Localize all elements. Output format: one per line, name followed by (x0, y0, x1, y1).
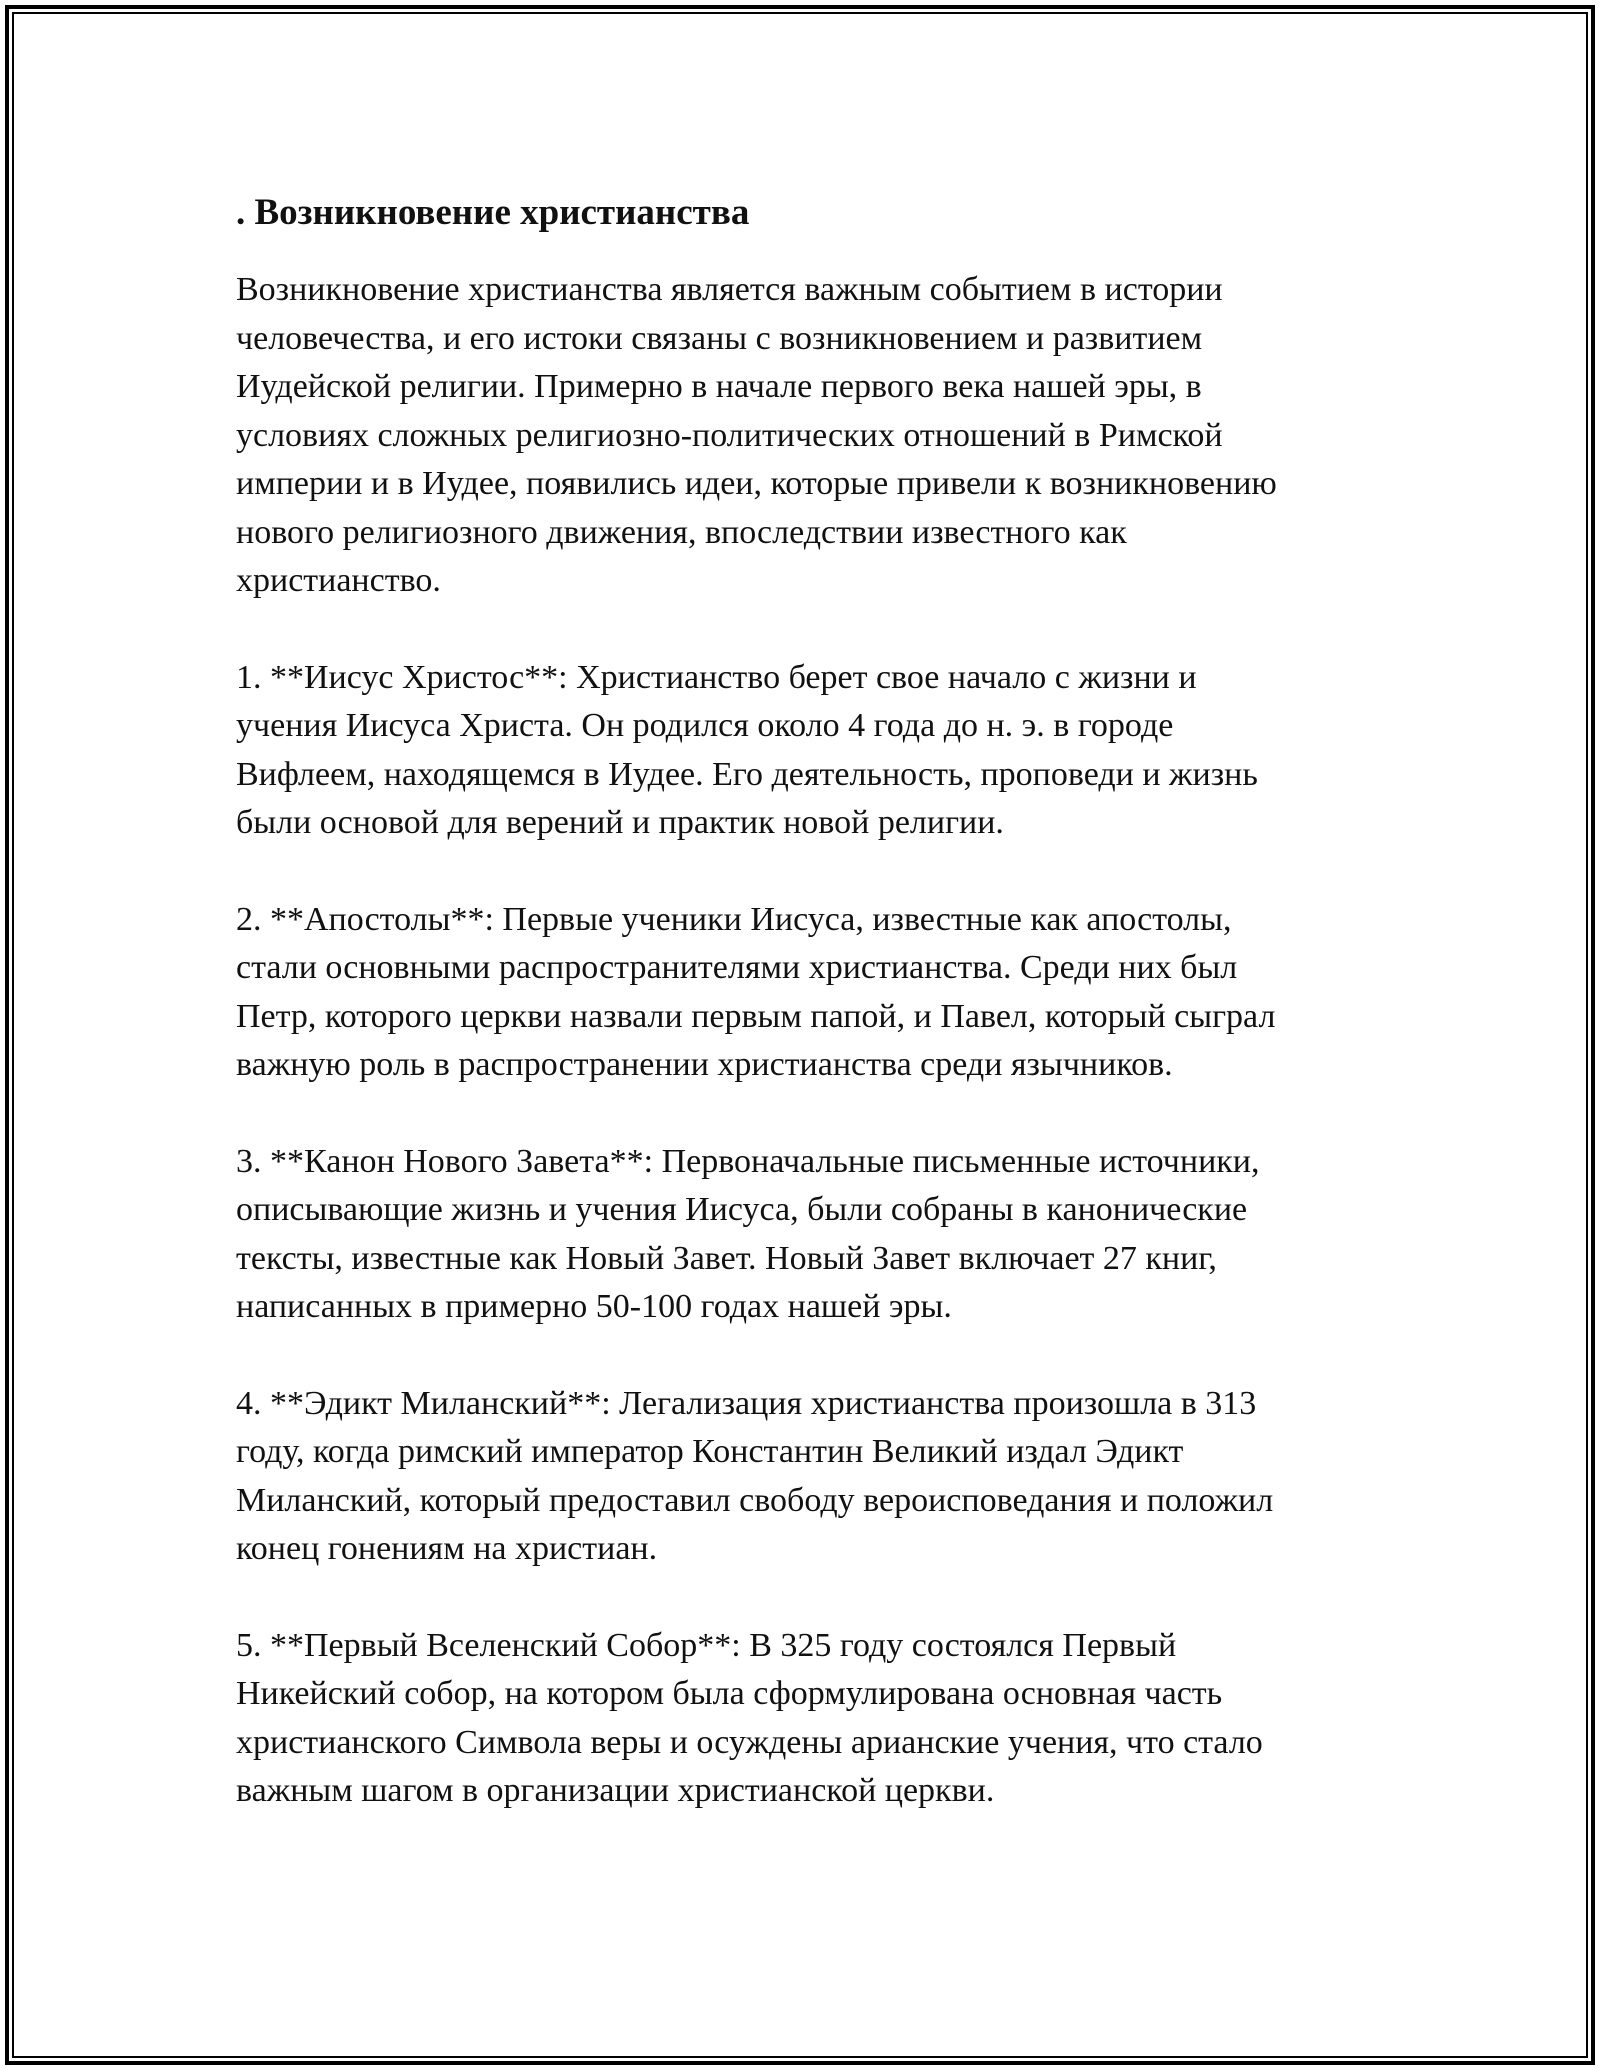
document-body (236, 188, 1386, 1864)
list-item-first-ecumenical-council: 5. **Первый Вселенский Собор**: В 325 году состоялся Первый Никейский собор, на котором была сформулирована основная часть христианского Символа веры и осуждены арианские учения, что стало важным шагом в организации христианской церкви. (236, 1626, 1263, 1809)
document-title: . Возникновение христианства (236, 192, 750, 233)
intro-paragraph: Возникновение христианства является важным событием в истории человечества, и его истоки связаны с возникновением и развитием Иудейской религии. Примерно в начале первого века нашей эры, в условиях сложных религиозно-политических отношений в Римской империи и в Иудее, появились идеи, которые привели к возникновению нового религиозного движения, впоследствии известного как христианство. (236, 271, 1277, 599)
list-item-new-testament-canon: 3. **Канон Нового Завета**: Первоначальные письменные источники, описывающие жизнь и учения Иисуса, были собраны в канонические тексты, известные как Новый Завет. Новый Завет включает 27 книг, написанных в примерно 50-100 годах нашей эры. (236, 1142, 1260, 1325)
list-item-edict-of-milan: 4. **Эдикт Миланский**: Легализация христианства произошла в 313 году, когда римский император Константин Великий издал Эдикт Миланский, который предоставил свободу вероисповедания и положил конец гонениям на христиан. (236, 1384, 1274, 1567)
list-item-jesus-christ: 1. **Иисус Христос**: Христианство берет свое начало с жизни и учения Иисуса Христа. Он родился около 4 года до н. э. в городе Вифлеем, находящемся в Иудее. Его деятельность, проповеди и жизнь были основой для верений и практик новой религии. (236, 658, 1258, 841)
list-item-apostles: 2. **Апостолы**: Первые ученики Иисуса, известные как апостолы, стали основными распространителями христианства. Среди них был Петр, которого церкви назвали первым папой, и Павел, который сыграл важную роль в распространении христианства среди язычников. (236, 900, 1276, 1083)
